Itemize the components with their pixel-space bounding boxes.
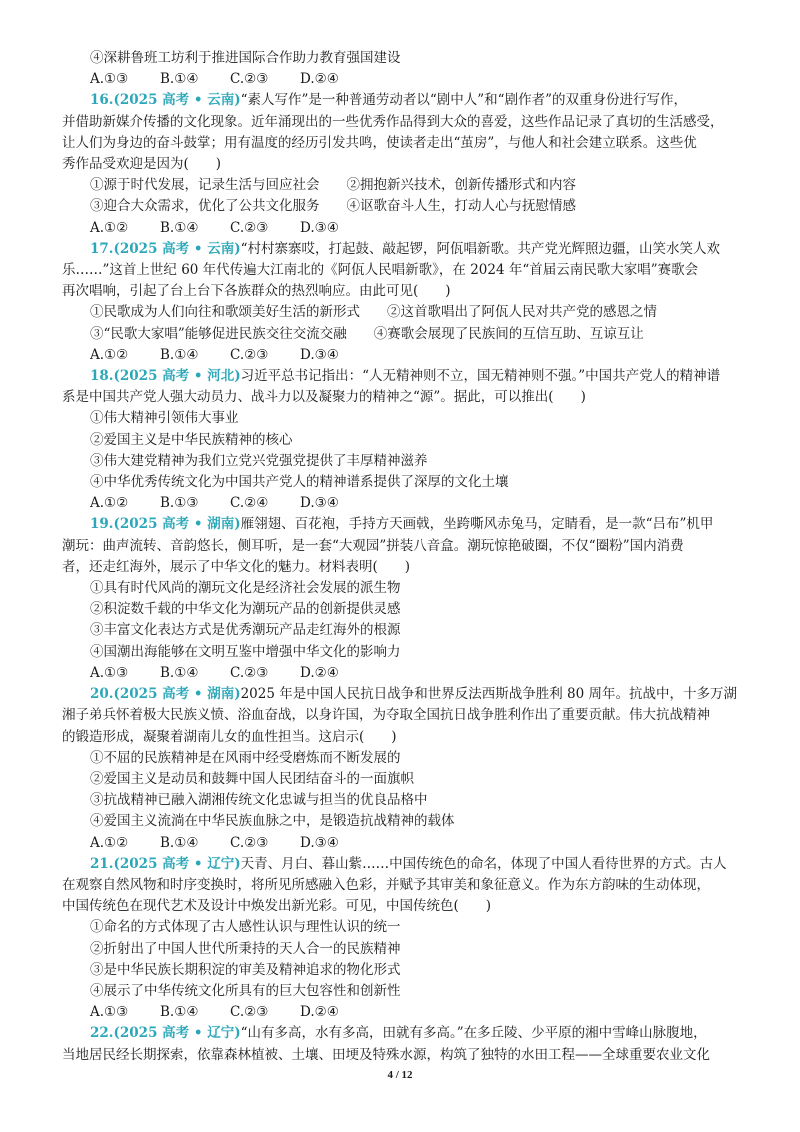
question-stem-text: 雁翎翅、百花袍，手持方天画戟，坐跨嘶风赤兔马，定睛看，是一款“吕布”机甲 [240,516,714,533]
choice-a: A.①② [90,834,129,851]
question-stem-text: “山有多高，水有多高，田就有多高。”在多丘陵、少平原的湘中雪峰山脉腹地， [240,1025,707,1042]
question-number [90,368,241,384]
question-source: (2025 高考 • 湖南) [113,686,241,703]
choice-b: B.①④ [160,834,199,851]
question-index: 19. [90,516,114,533]
question-header [62,239,742,260]
choice-d: D.②④ [300,71,339,88]
page-number: 4 / 12 [387,1069,413,1081]
question-stem-line [62,557,742,578]
question-header [62,1023,742,1044]
choice-c: C.②③ [230,219,269,236]
question-stem-text: 乐……”这首上世纪 60 年代传遍大江南北的《阿佤人民唱新歌》，在 2024 年“首届云南民歌大家唱”赛歌会 [62,262,699,279]
question-stem-text: 湘子弟兵怀着极大民族义愤、浴血奋战，以身许国，为夺取全国抗日战争胜利作出了重要贡献。伟大抗战精神 [62,707,710,724]
question-index: 18. [90,368,114,385]
question-stem-text: 中国传统色在现代艺术及设计中焕发出新光彩。可见，中国传统色( ) [62,898,492,915]
choice-c: C.②③ [230,834,269,851]
choice-c: C.②③ [230,664,269,681]
choice-b: B.①④ [160,1004,199,1021]
question-header [62,684,742,705]
question-stem-text: 当地居民经长期探索，依靠森林植被、土壤、田埂及特殊水源，构筑了独特的水田工程——全球重要农业文化 [62,1046,710,1063]
choice-b: B.①④ [160,71,199,88]
question-stem-text: 再次唱响，引起了台上台下各族群众的热烈响应。由此可见( ) [62,283,451,300]
question-stem-text: 系是中国共产党人强大动员力、战斗力以及凝聚力的精神之“源”。据此，可以推出( ) [62,389,586,406]
question-header [62,90,742,111]
question-number [90,856,241,872]
question-index: 16. [90,92,114,109]
statement-option: ①源于时代发展，记录生活与回应社会 ②拥抱新兴技术，创新传播形式和内容 [90,177,576,194]
statement-option: ③迎合大众需求，优化了公共文化服务 ④讴歌奋斗人生，打动人心与抚慰情感 [90,198,576,215]
question-stem-text: 潮玩：曲声流转、音韵悠长，侧耳听，是一套“大观园”拼装八音盒。潮玩惊艳破圈，不仅“圈粉”国内消费 [62,537,684,554]
statement-option: ①命名的方式体现了古人感性认识与理性认识的统一 [90,919,401,936]
statement-option: ②积淀数千载的中华文化为潮玩产品的创新提供灵感 [90,601,401,618]
statement-option: ④国潮出海能够在文明互鉴中增强中华文化的影响力 [90,643,401,660]
choice-d: D.③④ [300,346,339,363]
question-source: (2025 高考 • 云南) [113,240,241,257]
question-stem-line [62,1045,742,1066]
question-stem-line [62,727,742,748]
choice-d: D.③④ [300,834,339,851]
choice-d: D.③④ [300,219,339,236]
question-stem-text: 秀作品受欢迎是因为( ) [62,156,222,173]
answer-choices [62,663,742,684]
choice-c: C.②③ [230,71,269,88]
statement-option: ②折射出了中国人世代所秉持的天人合一的民族精神 [90,940,401,957]
statement-option: ③是中华民族长期积淀的审美及精神追求的物化形式 [90,961,401,978]
question-stem-line [62,536,742,557]
choice-c: C.②③ [230,346,269,363]
question-stem-line [62,896,742,917]
choice-d: D.②④ [300,1004,339,1021]
question-stem-text: 的锻造形成，凝聚着湖南儿女的血性担当。这启示( ) [62,728,397,745]
question-number [90,516,241,532]
question-stem-line [62,875,742,896]
question-number [90,686,241,702]
choice-c: C.②④ [230,495,269,512]
question-header [62,514,742,535]
statement-option: ①民歌成为人们向往和歌颂美好生活的新形式 ②这首歌唱出了阿佤人民对共产党的感恩之情 [90,304,657,321]
statement-option: ④中华优秀传统文化为中国共产党人的精神谱系提供了深厚的文化土壤 [90,474,509,491]
statement-option: ③丰富文化表达方式是优秀潮玩产品走红海外的根源 [90,622,401,639]
statement-option: ②爱国主义是动员和鼓舞中国人民团结奋斗的一面旗帜 [90,770,414,787]
question-stem-text: 者，还走红海外，展示了中华文化的魅力。材料表明( ) [62,558,411,575]
choice-a: A.①② [90,495,129,512]
question-stem-text: “素人写作”是一种普通劳动者以“剧中人”和“剧作者”的双重身份进行写作， [240,92,687,109]
question-stem-text: 习近平总书记指出：“人无精神则不立，国无精神则不强。”中国共产党人的精神谱 [240,368,721,385]
answer-choices [62,833,742,854]
answer-choices [62,1002,742,1023]
question-header [62,366,742,387]
question-stem-text: 天青、月白、暮山紫……中国传统色的命名，体现了中国人看待世界的方式。古人 [240,855,727,872]
question-stem-line [62,154,742,175]
question-stem-line [62,260,742,281]
question-number [90,241,241,257]
question-index: 20. [90,686,114,703]
choice-b: B.①④ [160,664,199,681]
statement-option: ④爱国主义流淌在中华民族血脉之中，是锻造抗战精神的载体 [90,813,455,830]
statement-option: ①具有时代风尚的潮玩文化是经济社会发展的派生物 [90,580,401,597]
question-stem-text: 2025 年是中国人民抗日战争和世界反法西斯战争胜利 80 周年。抗战中，十多万湖 [240,686,737,703]
statement-option: ③“民歌大家唱”能够促进民族交往交流交融 ④赛歌会展现了民族间的互信互助、互谅互让 [90,325,644,342]
question-stem-line [62,705,742,726]
question-stem-line [62,281,742,302]
question-index: 22. [90,1025,114,1042]
question-stem-text: 并借助新媒介传播的文化现象。近年涌现出的一些优秀作品得到大众的喜爱，这些作品记录了真切的生活感受， [62,113,724,130]
question-number [90,92,241,108]
question-stem-line [62,112,742,133]
question-source: (2025 高考 • 辽宁) [113,855,241,872]
question-stem-text: 让人们为身边的奋斗鼓掌；用有温度的经历引发共鸣，使读者走出“茧房”，与他人和社会建立联系。这些优 [62,134,697,151]
choice-b: B.①④ [160,219,199,236]
question-source: (2025 高考 • 湖南) [113,516,241,533]
intro-choices [62,69,742,90]
choice-a: A.①③ [90,664,129,681]
question-source: (2025 高考 • 河北) [113,368,241,385]
intro-option-4: ④深耕鲁班工坊利于推进国际合作助力教育强国建设 [90,50,401,66]
choice-b: B.①④ [160,346,199,363]
question-number [90,1025,241,1041]
statement-option: ②爱国主义是中华民族精神的核心 [90,431,293,448]
question-stem-line [62,387,742,408]
question-source: (2025 高考 • 云南) [113,92,241,109]
choice-d: D.②④ [300,664,339,681]
choice-a: A.①② [90,346,129,363]
choice-b: B.①③ [160,495,199,512]
choice-a: A.①② [90,219,129,236]
answer-choices [62,218,742,239]
question-stem-text: “村村寨寨哎，打起鼓、敲起锣，阿佤唱新歌。共产党光辉照边疆，山笑水笑人欢 [240,240,720,257]
page-content [62,48,742,1066]
statement-option: ③伟大建党精神为我们立党兴党强党提供了丰厚精神滋养 [90,452,428,469]
question-index: 21. [90,855,114,872]
statement-option: ④展示了中华传统文化所具有的巨大包容性和创新性 [90,982,401,999]
question-source: (2025 高考 • 辽宁) [113,1025,241,1042]
answer-choices [62,345,742,366]
question-header [62,854,742,875]
statement-option: ①伟大精神引领伟大事业 [90,410,239,427]
statement-option: ①不屈的民族精神是在风雨中经受磨炼而不断发展的 [90,749,401,766]
choice-c: C.②③ [230,1004,269,1021]
answer-choices [62,493,742,514]
choice-a: A.①③ [90,71,129,88]
question-stem-line [62,133,742,154]
choice-a: A.①③ [90,1004,129,1021]
question-index: 17. [90,240,114,257]
choice-d: D.③④ [300,495,339,512]
question-stem-text: 在观察自然风物和时序变换时，将所见所感融入色彩，并赋予其审美和象征意义。作为东方韵味的生动体现， [62,876,710,893]
statement-option: ③抗战精神已融入湖湘传统文化忠诚与担当的优良品格中 [90,792,428,809]
